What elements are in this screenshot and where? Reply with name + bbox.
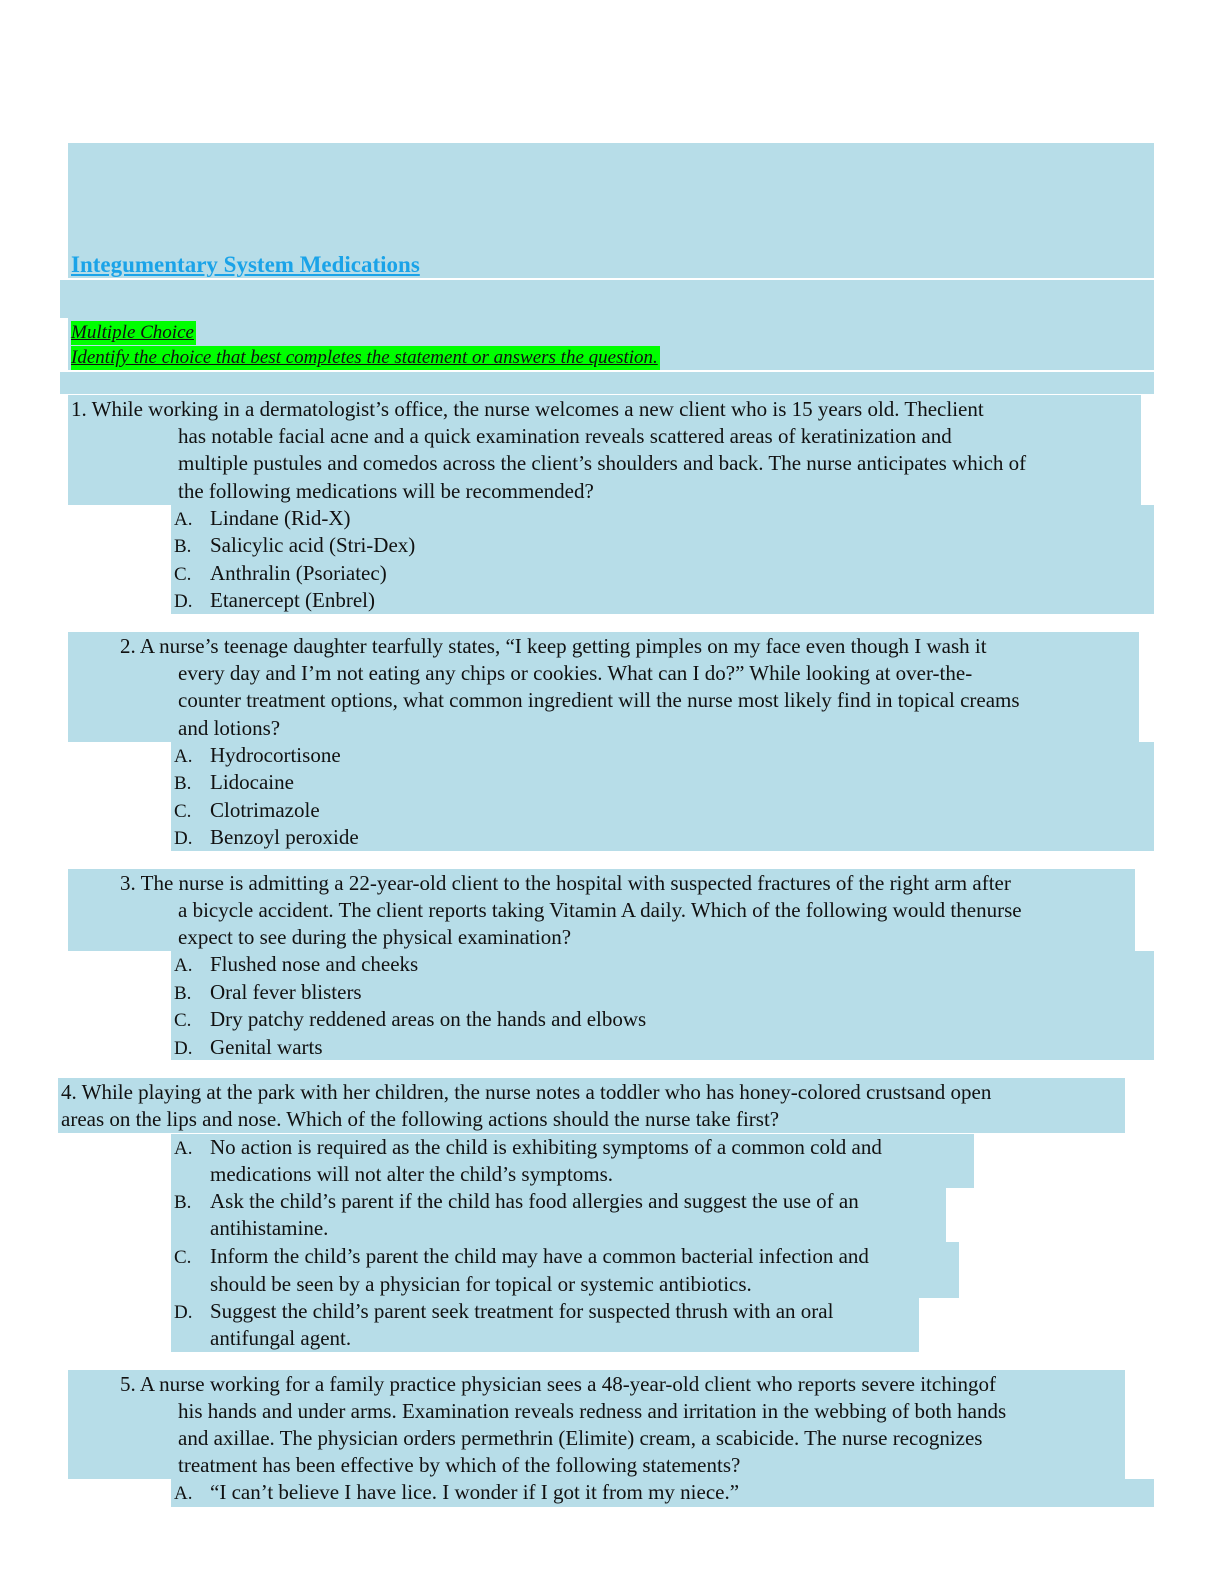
option-a: A. Hydrocortisone xyxy=(174,743,341,767)
option-b-continuation: antihistamine. xyxy=(210,1216,329,1240)
section-heading: Multiple Choice xyxy=(71,322,194,343)
option-c-continuation: should be seen by a physician for topical or systemic antibiotics. xyxy=(210,1272,752,1296)
option-a: A. Lindane (Rid-X) xyxy=(174,506,351,530)
question-stem-line: 4. While playing at the park with her children, the nurse notes a toddler who has honey-colored crustsand open xyxy=(61,1080,992,1104)
question-stem-line: counter treatment options, what common ingredient will the nurse most likely find in topical creams xyxy=(178,688,1020,712)
option-d-continuation: antifungal agent. xyxy=(210,1326,352,1350)
question-stem-line: every day and I’m not eating any chips or cookies. What can I do?” While looking at over-the- xyxy=(178,661,973,685)
spacer-band xyxy=(60,280,1154,318)
section-instructions: Identify the choice that best completes the statement or answers the question. xyxy=(71,347,658,368)
page-title: Integumentary System Medications xyxy=(71,252,420,277)
question-stem-line: the following medications will be recommended? xyxy=(178,479,594,503)
question-stem-line: treatment has been effective by which of the following statements? xyxy=(178,1453,741,1477)
question-stem-line: and axillae. The physician orders permethrin (Elimite) cream, a scabicide. The nurse recognizes xyxy=(178,1426,983,1450)
option-b: B. Oral fever blisters xyxy=(174,980,362,1004)
option-b: B. Ask the child’s parent if the child has food allergies and suggest the use of an xyxy=(174,1189,859,1213)
question-stem-line: expect to see during the physical examination? xyxy=(178,925,572,949)
question-stem-line: areas on the lips and nose. Which of the following actions should the nurse take first? xyxy=(61,1107,780,1131)
option-b: B. Lidocaine xyxy=(174,770,294,794)
option-a: A. “I can’t believe I have lice. I wonder if I got it from my niece.” xyxy=(174,1480,740,1504)
option-a: A. No action is required as the child is exhibiting symptoms of a common cold and xyxy=(174,1135,882,1159)
option-c: C. Dry patchy reddened areas on the hands and elbows xyxy=(174,1007,647,1031)
option-a-continuation: medications will not alter the child’s symptoms. xyxy=(210,1162,614,1186)
option-d: D. Etanercept (Enbrel) xyxy=(174,588,375,612)
question-stem-line: multiple pustules and comedos across the client’s shoulders and back. The nurse anticipates which of xyxy=(178,451,1027,475)
spacer-band xyxy=(60,372,1154,394)
option-a: A. Flushed nose and cheeks xyxy=(174,952,419,976)
question-stem-line: 2. A nurse’s teenage daughter tearfully states, “I keep getting pimples on my face even though I wash it xyxy=(120,634,987,658)
question-stem-line: a bicycle accident. The client reports taking Vitamin A daily. Which of the following would thenurse xyxy=(178,898,1022,922)
option-b: B. Salicylic acid (Stri-Dex) xyxy=(174,533,416,557)
option-c: C. Anthralin (Psoriatec) xyxy=(174,561,387,585)
option-d: D. Suggest the child’s parent seek treatment for suspected thrush with an oral xyxy=(174,1299,834,1323)
option-d: D. Benzoyl peroxide xyxy=(174,825,359,849)
option-d: D. Genital warts xyxy=(174,1035,323,1059)
question-stem-line: his hands and under arms. Examination reveals redness and irritation in the webbing of both hands xyxy=(178,1399,1007,1423)
question-stem-line: has notable facial acne and a quick examination reveals scattered areas of keratinization and xyxy=(178,424,952,448)
question-stem-line: and lotions? xyxy=(178,716,281,740)
question-stem-line: 3. The nurse is admitting a 22-year-old client to the hospital with suspected fractures of the right arm after xyxy=(120,871,1011,895)
question-stem-line: 5. A nurse working for a family practice physician sees a 48-year-old client who reports severe itchingof xyxy=(120,1372,997,1396)
option-c: C. Clotrimazole xyxy=(174,798,320,822)
question-stem-line: 1. While working in a dermatologist’s office, the nurse welcomes a new client who is 15 years old. Theclient xyxy=(71,397,984,421)
option-c: C. Inform the child’s parent the child may have a common bacterial infection and xyxy=(174,1244,869,1268)
